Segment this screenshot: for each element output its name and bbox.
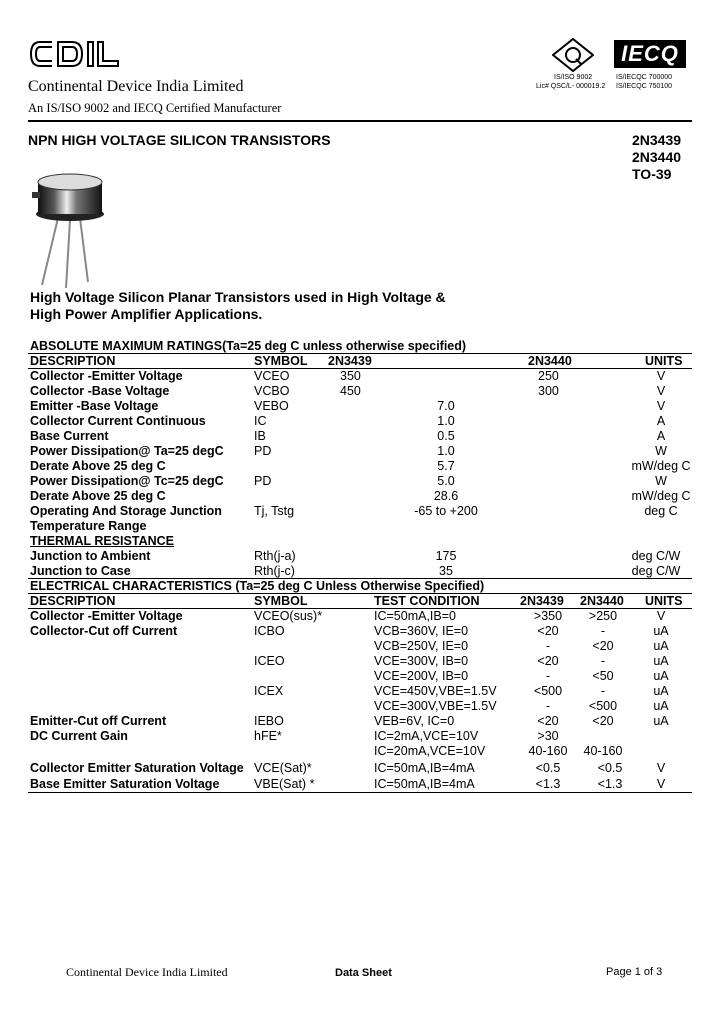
company-logo <box>28 34 138 74</box>
description-line-2: High Power Amplifier Applications. <box>30 306 263 322</box>
table-row: Emitter-Cut off Current IEBO VEB=6V, IC=0 <20 <20 uA <box>30 714 669 728</box>
iso-cert-sub: Lic# QSC/L- 000019.2 <box>536 83 606 90</box>
table-row: VCB=250V, IE=0 - <20 uA <box>374 639 669 653</box>
table-row: Base Emitter Saturation Voltage VBE(Sat) * IC=50mA,IB=4mA <1.3 <1.3 V <box>30 777 666 791</box>
table-row: Collector -Emitter Voltage VCEO 350 250 V <box>30 369 666 383</box>
iso-cert-label: IS/ISO 9002 <box>554 74 593 81</box>
table-row: Collector Emitter Saturation Voltage VCE(Sat)* IC=50mA,IB=4mA <0.5 <0.5 V <box>30 761 666 775</box>
table-row: DC Current Gain hFE* IC=2mA,VCE=10V >30 <box>30 729 559 743</box>
part-number-2: 2N3440 <box>632 149 682 165</box>
col-test-condition: TEST CONDITION <box>374 594 480 608</box>
iecq-cert-sub: IS/IECQC 750100 <box>616 83 673 90</box>
package-type: TO-39 <box>632 166 672 182</box>
header-divider <box>28 120 692 122</box>
col-units: UNITS <box>645 354 683 368</box>
table-row: VCE=200V, IB=0 - <50 uA <box>374 669 669 683</box>
abs-max-heading: ABSOLUTE MAXIMUM RATINGS(Ta=25 deg C unless otherwise specified) <box>30 339 467 353</box>
description-line-1: High Voltage Silicon Planar Transistors used in High Voltage & <box>30 289 446 305</box>
table-row: Junction to Ambient Rth(j-a) 175 deg C/W <box>30 549 681 563</box>
iso-diamond-icon <box>552 38 594 72</box>
col-symbol: SYMBOL <box>254 354 308 368</box>
electrical-heading: ELECTRICAL CHARACTERISTICS (Ta=25 deg C Unless Otherwise Specified) <box>30 579 485 593</box>
col-2n3440: 2N3440 <box>580 594 624 608</box>
abs-max-header-row <box>0 354 720 369</box>
table-row: Operating And Storage Junction Tj, Tstg -65 to +200 deg C <box>30 504 678 518</box>
table-row: Collector -Emitter Voltage VCEO(sus)* IC=50mA,IB=0 >350 >250 V <box>30 609 666 623</box>
col-2n3440: 2N3440 <box>528 354 572 368</box>
cdil-logo-graphic <box>28 34 138 74</box>
table-bottom-rule <box>28 792 692 793</box>
table-row: Power Dissipation@ Tc=25 degC PD 5.0 W <box>30 474 667 488</box>
table-row: Derate Above 25 deg C 28.6 mW/deg C <box>30 489 691 503</box>
electrical-header-row <box>0 594 720 609</box>
iecq-logo: IECQ <box>614 40 686 68</box>
thermal-heading: THERMAL RESISTANCE <box>30 534 174 548</box>
part-number-1: 2N3439 <box>632 132 682 148</box>
table-row: IC=20mA,VCE=10V 40-160 40-160 <box>374 744 623 758</box>
table-row: Collector Current Continuous IC 1.0 A <box>30 414 666 428</box>
footer-company: Continental Device India Limited <box>66 965 228 979</box>
table-row: Base Current IB 0.5 A <box>30 429 666 443</box>
col-2n3439: 2N3439 <box>520 594 564 608</box>
table-row: ICEO VCE=300V, IB=0 <20 - uA <box>254 654 669 668</box>
table-row: Emitter -Base Voltage VEBO 7.0 V <box>30 399 666 413</box>
col-2n3439: 2N3439 <box>328 354 372 368</box>
table-row: Power Dissipation@ Ta=25 degC PD 1.0 W <box>30 444 667 458</box>
col-description: DESCRIPTION <box>30 594 116 608</box>
footer-page-number: Page 1 of 3 <box>606 966 663 978</box>
iso-cert-logo <box>552 38 594 72</box>
table-row: Junction to Case Rth(j-c) 35 deg C/W <box>30 564 681 578</box>
table-row: Collector-Cut off Current ICBO VCB=360V, IE=0 <20 - uA <box>30 624 669 638</box>
company-name: Continental Device India Limited <box>28 78 244 95</box>
table-row: Collector -Base Voltage VCBO 450 300 V <box>30 384 666 398</box>
company-tagline: An IS/ISO 9002 and IECQ Certified Manufacturer <box>28 101 282 115</box>
table-row: VCE=300V,VBE=1.5V - <500 uA <box>374 699 669 713</box>
iecq-cert-label: IS/IECQC 700000 <box>616 74 673 81</box>
to39-package-image <box>28 160 108 290</box>
table-row: Derate Above 25 deg C 5.7 mW/deg C <box>30 459 691 473</box>
transistor-icon <box>28 160 108 290</box>
footer-doc-type: Data Sheet <box>335 967 392 979</box>
col-symbol: SYMBOL <box>254 594 308 608</box>
table-row: ICEX VCE=450V,VBE=1.5V <500 - uA <box>254 684 669 698</box>
table-row: Temperature Range <box>30 519 147 533</box>
col-units: UNITS <box>645 594 683 608</box>
product-title: NPN HIGH VOLTAGE SILICON TRANSISTORS <box>28 132 331 148</box>
col-description: DESCRIPTION <box>30 354 116 368</box>
